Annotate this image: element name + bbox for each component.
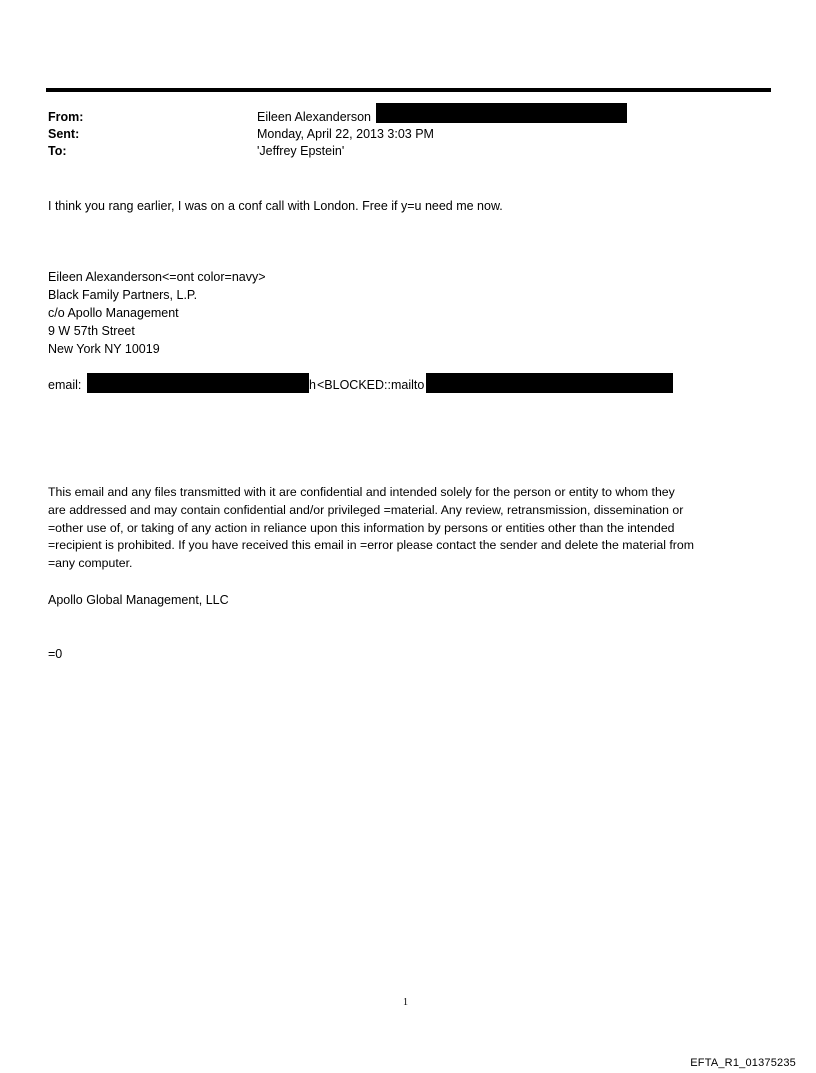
sent-value: Monday, April 22, 2013 3:03 PM (257, 127, 434, 141)
signature-care-of: c/o Apollo Management (48, 306, 179, 320)
message-body: I think you rang earlier, I was on a conf call with London. Free if y=u need me now. (48, 199, 503, 213)
bates-number: EFTA_R1_01375235 (690, 1057, 796, 1069)
redaction-mailto-address (426, 373, 673, 393)
header-rule (46, 88, 771, 92)
signature-street: 9 W 57th Street (48, 324, 135, 338)
sent-label: Sent: (48, 127, 80, 141)
signature-company: Black Family Partners, L.P. (48, 288, 198, 302)
disclaimer-company: Apollo Global Management, LLC (48, 593, 229, 607)
disclaimer-line: are addressed and may contain confidential and/or privileged =material. Any review, retransmission, dissemination or (48, 502, 684, 517)
disclaimer-paragraph (48, 484, 770, 573)
disclaimer-line: =other use of, or taking of any action in reliance upon this information by persons or entities other than the intended (48, 520, 675, 535)
redaction-email-address (87, 373, 309, 393)
email-fragment: h (309, 378, 316, 392)
redaction-from-email (376, 103, 627, 123)
disclaimer-line: =any computer. (48, 556, 133, 571)
to-value: 'Jeffrey Epstein' (257, 144, 345, 158)
disclaimer-line: =recipient is prohibited. If you have received this email in =error please contact the sender and delete the material from (48, 538, 694, 553)
to-label: To: (48, 144, 67, 158)
disclaimer-line: This email and any files transmitted with it are confidential and intended solely for the person or entity to whom they (48, 485, 675, 499)
mailto-text: <BLOCKED::mailto (317, 378, 425, 392)
signature-city: New York NY 10019 (48, 342, 160, 356)
email-label: email: (48, 378, 82, 392)
from-value: Eileen Alexanderson (257, 110, 371, 124)
page-number: 1 (403, 997, 408, 1008)
signature-name: Eileen Alexanderson<=ont color=navy> (48, 270, 266, 284)
trailer-text: =0 (48, 647, 63, 661)
from-label: From: (48, 110, 84, 124)
